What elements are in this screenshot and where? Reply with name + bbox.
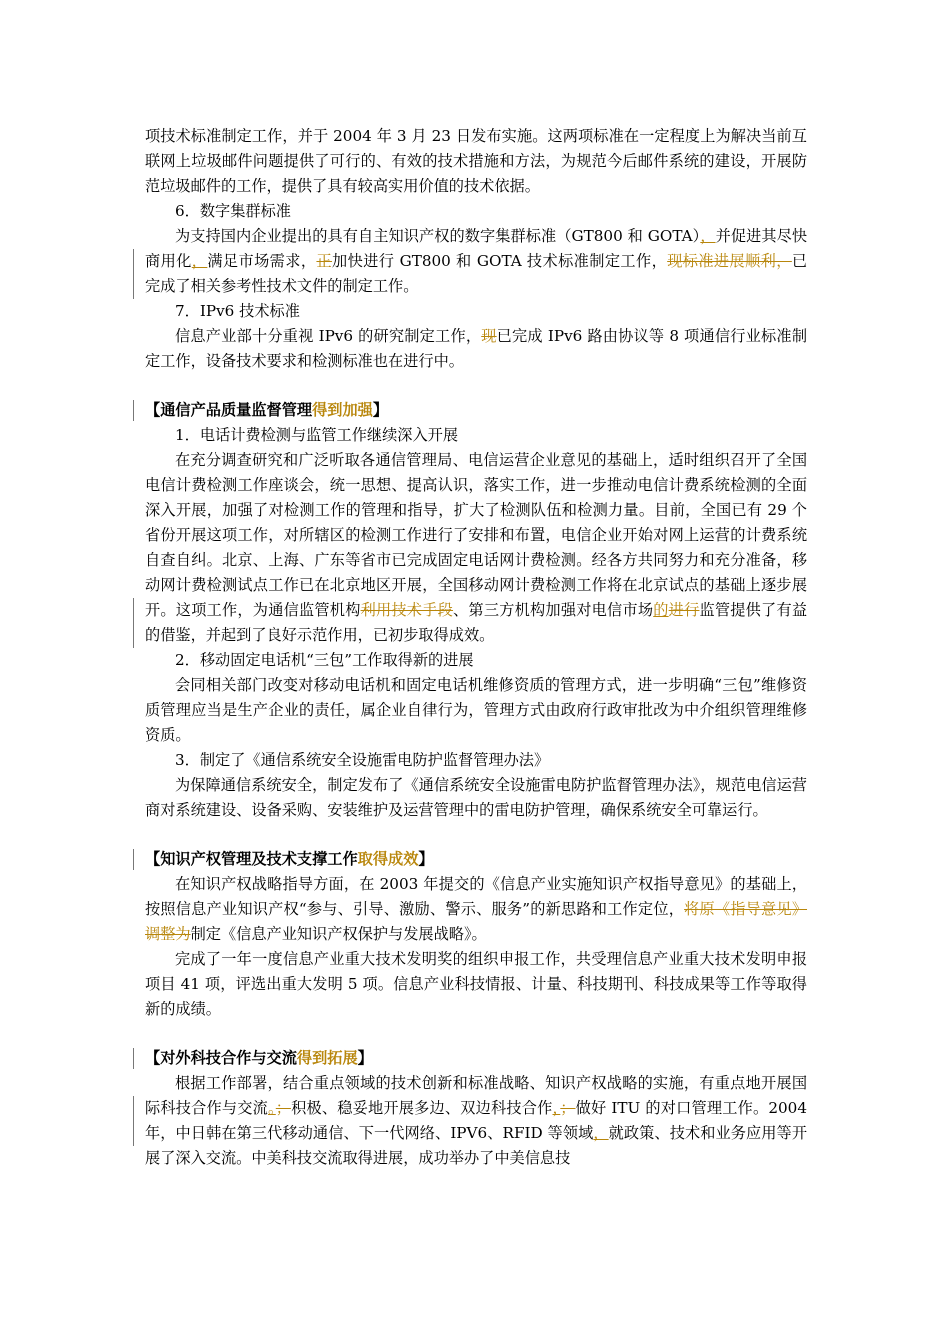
- deleted-text: ；: [275, 1099, 291, 1117]
- section-heading-international-cooperation: 【对外科技合作与交流得到拓展】: [145, 1046, 807, 1071]
- revision-bar: [133, 249, 134, 299]
- inserted-text: ，: [700, 227, 716, 245]
- deleted-text: 现标准进展顺利，: [667, 252, 792, 270]
- inserted-text: ，: [191, 252, 208, 270]
- revision-bar: [133, 849, 134, 870]
- deleted-text: ；: [560, 1099, 576, 1117]
- revision-bar: [133, 1048, 134, 1069]
- inserted-text: 。: [268, 1099, 276, 1117]
- paragraph-three-guarantees: 会同相关部门改变对移动电话机和固定电话机维修资质的管理方式，进一步明确“三包”维修资质管理应当是生产企业的责任，属企业自律行为，管理方式由政府行政审批改为中介组织管理维修资质。: [145, 676, 807, 744]
- subheading-digital-trunking: 6．数字集群标准: [175, 202, 291, 220]
- deleted-text: 现: [481, 327, 497, 345]
- inserted-text: 的: [653, 601, 669, 619]
- inserted-text: 得到加强: [312, 401, 373, 419]
- paragraph-billing-check: 在充分调查研究和广泛听取各通信管理局、电信运营企业意见的基础上，适时组织召开了全国电信计费检测工作座谈会，统一思想、提高认识，落实工作，进一步推动电信计费系统检测的全面深入开展，加强了对检测工作的管理和指导，扩大了检测队伍和检测力量。目前，全国已有 29 个省份开展这项工作，对所辖区的检测工作进行了安排和布置，电信企业开始对网上运营的计费系统自查自纠。北京、上海、广东等省市已完成固定电话网计费检测。经各方共同努力和充分准备，移动网计费检测试点工作已在北京地区开展，全国移动网计费检测工作将在北京试点的基础上逐步展开。这项工作，为通信监管机构利用技术手段、第三方机构加强对电信市场的进行监管提供了有益的借鉴，并起到了良好示范作用，已初步取得成效。: [145, 448, 807, 648]
- deleted-text: 将原《指导意见》调整为: [145, 900, 808, 943]
- subheading-billing-check: 1．电话计费检测与监管工作继续深入开展: [175, 426, 459, 444]
- inserted-text: ，: [552, 1099, 561, 1117]
- subheading-lightning-protection: 3．制定了《通信系统安全设施雷电防护监督管理办法》: [175, 751, 550, 769]
- revision-bar: [133, 400, 134, 421]
- inserted-text: ，: [593, 1124, 609, 1142]
- paragraph-digital-trunking: 为支持国内企业提出的具有自主知识产权的数字集群标准（GT800 和 GOTA），并促进其尽快商用化，满足市场需求，正加快进行 GT800 和 GOTA 技术标准制定工作，现标准进展顺利，已完成了相关参考性技术文件的制定工作。: [145, 224, 807, 299]
- document-body: [145, 124, 807, 1171]
- deleted-text: 正: [316, 252, 333, 270]
- subheading-three-guarantees: 2．移动固定电话机“三包”工作取得新的进展: [175, 651, 474, 669]
- inserted-text: 得到拓展: [296, 1049, 358, 1067]
- paragraph-ipv6: 信息产业部十分重视 IPv6 的研究制定工作，现已完成 IPv6 路由协议等 8 项通信行业标准制定工作，设备技术要求和检测标准也在进行中。: [145, 327, 808, 370]
- paragraph-lightning-protection: 为保障通信系统安全，制定发布了《通信系统安全设施雷电防护监督管理办法》，规范电信运营商对系统建设、设备采购、安装维护及运营管理中的雷电防护管理，确保系统安全可靠运行。: [145, 776, 807, 819]
- section-heading-quality-supervision: 【通信产品质量监督管理得到加强】: [145, 398, 807, 423]
- subheading-ipv6: 7．IPv6 技术标准: [175, 302, 300, 320]
- paragraph-international-cooperation: 根据工作部署，结合重点领域的技术创新和标准战略、知识产权战略的实施，有重点地开展国际科技合作与交流。；积极、稳妥地开展多边、双边科技合作，；做好 ITU 的对口管理工作。2004 年，中日韩在第三代移动通信、下一代网络、IPV6、RFID 等领域，就政策、技术和业务应用等开展了深入交流。中美科技交流取得进展，成功举办了中美信息技: [145, 1071, 807, 1171]
- paragraph-invention-awards: 完成了一年一度信息产业重大技术发明奖的组织申报工作，共受理信息产业重大技术发明申报项目 41 项，评选出重大发明 5 项。信息产业科技情报、计量、科技期刊、科技成果等工作等取得新的成绩。: [145, 950, 807, 1018]
- section-heading-ip-management: 【知识产权管理及技术支撑工作取得成效】: [145, 847, 807, 872]
- deleted-text: 利用技术手段: [360, 601, 454, 619]
- paragraph-ip-strategy: 在知识产权战略指导方面，在 2003 年提交的《信息产业实施知识产权指导意见》的基础上，按照信息产业知识产权“参与、引导、激励、警示、服务”的新思路和工作定位，将原《指导意见》调整为制定《信息产业知识产权保护与发展战略》。: [145, 875, 808, 943]
- paragraph-spam-standards: 项技术标准制定工作，并于 2004 年 3 月 23 日发布实施。这两项标准在一定程度上为解决当前互联网上垃圾邮件问题提供了可行的、有效的技术措施和方法，为规范今后邮件系统的建设，开展防范垃圾邮件的工作，提供了具有较高实用价值的技术依据。: [145, 127, 807, 195]
- revision-bar: [133, 598, 134, 648]
- deleted-text: 进行: [668, 601, 700, 619]
- inserted-text: 取得成效: [357, 850, 419, 868]
- revision-bar: [133, 1096, 134, 1146]
